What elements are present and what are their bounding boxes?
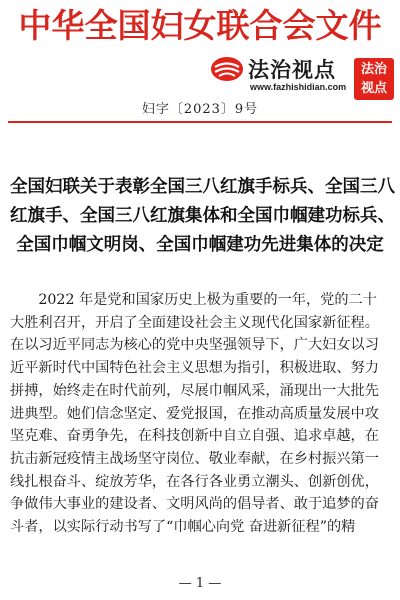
body-line: 2022 年是党和国家历史上极为重要的一年，党的二十 bbox=[10, 292, 377, 308]
body-line: 争做伟大事业的建设者、文明风尚的倡导者、敢于追梦的奋 bbox=[10, 496, 379, 513]
title-line: 全国妇联关于表彰全国三八红旗手标兵、全国三八 bbox=[10, 177, 395, 197]
watermark-seal bbox=[354, 58, 394, 100]
document-header-title: 中华全国妇女联合会文件 bbox=[18, 6, 382, 45]
title-line: 全国巾帼文明岗、全国巾帼建功先进集体的决定 bbox=[16, 235, 384, 255]
watermark-seal-line1: 法治 bbox=[360, 62, 387, 77]
document-title bbox=[10, 173, 395, 260]
body-line: 线扎根奋斗、绽放芳华，在各行各业勇立潮头、创新创优， bbox=[10, 473, 379, 490]
body-line: 抗击新冠疫情主战场坚守岗位、敬业奉献，在乡村振兴第一 bbox=[10, 450, 379, 467]
title-line: 红旗手、全国三八红旗集体和全国巾帼建功标兵、 bbox=[10, 206, 395, 226]
body-line: 坚克难、奋勇争先，在科技创新中自立自强、追求卓越，在 bbox=[10, 428, 379, 445]
body-line: 近平新时代中国特色社会主义思想为指引，积极进取、努力 bbox=[10, 360, 379, 377]
body-line: 拼搏，始终走在时代前列，尽展巾帼风采，涌现出一大批先 bbox=[10, 382, 379, 399]
page-number: — 1 — bbox=[178, 576, 222, 591]
body-line: 进典型。她们信念坚定、爱党报国，在推动高质量发展中攻 bbox=[10, 405, 379, 422]
body-line: 斗者，以实际行动书写了“巾帼心向党 奋进新征程”的精 bbox=[10, 519, 356, 536]
document-body bbox=[10, 289, 392, 539]
watermark-name: 法治视点 bbox=[248, 58, 336, 82]
header-divider bbox=[8, 121, 392, 123]
watermark-seal-line2: 视点 bbox=[360, 81, 387, 96]
watermark-url: www.fazhishidian.com bbox=[250, 82, 347, 92]
fzsd-logo-icon bbox=[210, 56, 244, 82]
document-number: 妇字〔2023〕9号 bbox=[141, 102, 259, 117]
body-line: 大胜利召开，开启了全面建设社会主义现代化国家新征程。 bbox=[10, 314, 379, 331]
body-line: 在以习近平同志为核心的党中央坚强领导下，广大妇女以习 bbox=[10, 337, 379, 354]
